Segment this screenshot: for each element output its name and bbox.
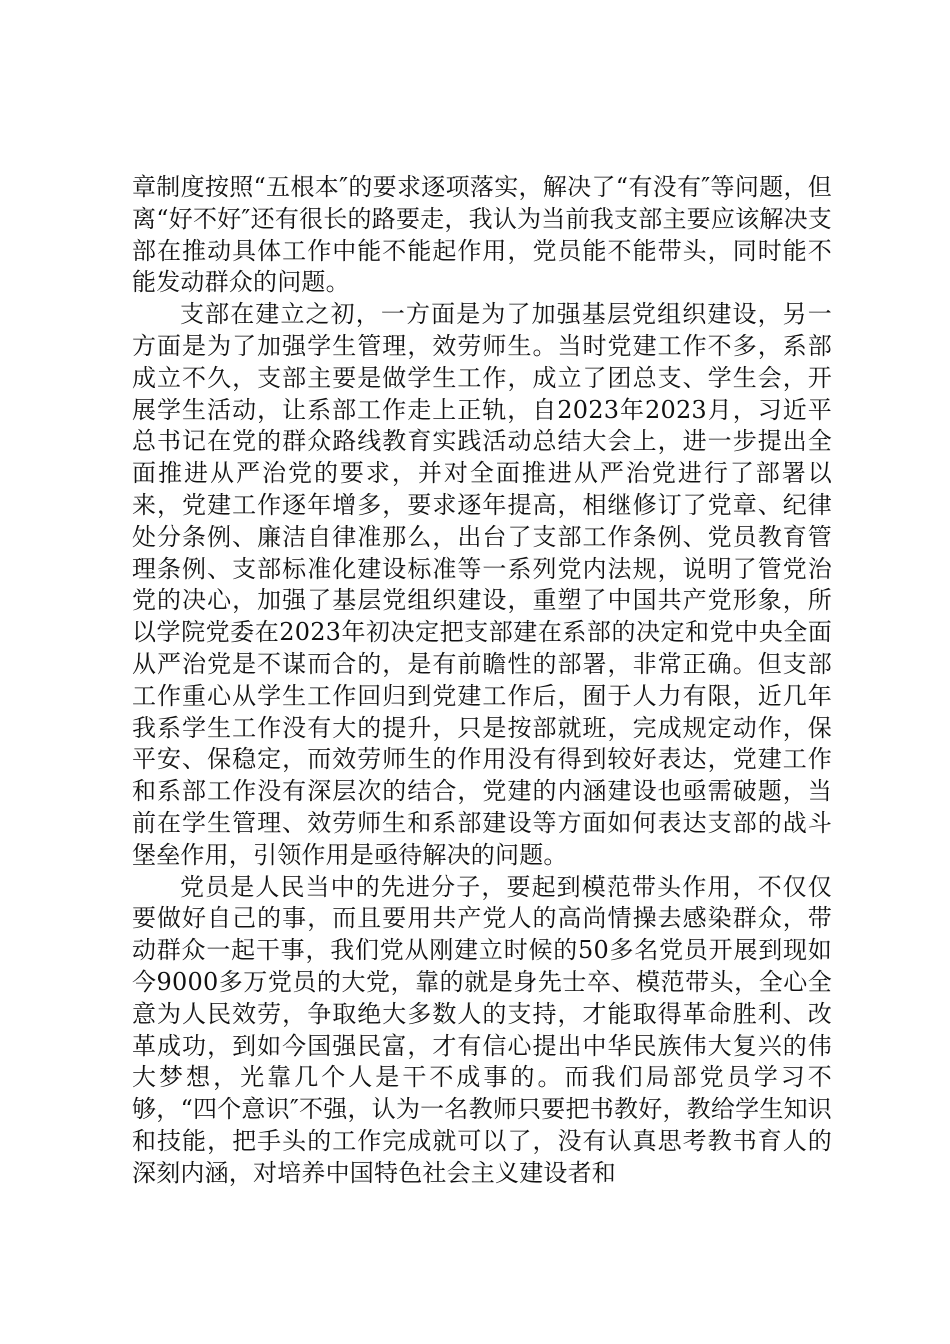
document-body	[132, 172, 832, 1190]
paragraph-3: 党员是人民当中的先进分子，要起到模范带头作用，不仅仅要做好自己的事，而且要用共产党人的高尚情操去感染群众，带动群众一起干事，我们党从刚建立时候的50多名党员开展到现如今9000多万党员的大党，靠的就是身先士卒、模范带头，全心全意为人民效劳，争取绝大多数人的支持，才能取得革命胜利、改革成功，到如今国强民富，才有信心提出中华民族伟大复兴的伟大梦想，光靠几个人是干不成事的。而我们局部党员学习不够，“四个意识″不强，认为一名教师只要把书教好，教给学生知识和技能，把手头的工作完成就可以了，没有认真思考教书育人的深刻内涵，对培养中国特色社会主义建设者和	[132, 872, 832, 1187]
paragraph-1: 章制度按照“五根本″的要求逐项落实，解决了“有没有″等问题，但离“好不好″还有很长的路要走，我认为当前我支部主要应该解决支部在推动具体工作中能不能起作用，党员能不能带头，同时能不能发动群众的问题。	[132, 173, 832, 297]
paragraph-2: 支部在建立之初，一方面是为了加强基层党组织建设，另一方面是为了加强学生管理，效劳师生。当时党建工作不多，系部成立不久，支部主要是做学生工作，成立了团总支、学生会，开展学生活动，让系部工作走上正轨，自2023年2023月，习近平总书记在党的群众路线教育实践活动总结大会上，进一步提出全面推进从严治党的要求，并对全面推进从严治党进行了部署以来，党建工作逐年增多，要求逐年提高，相继修订了党章、纪律处分条例、廉洁自律准那么，出台了支部工作条例、党员教育管理条例、支部标准化建设标准等一系列党内法规，说明了管党治党的决心，加强了基层党组织建设，重塑了中国共产党形象，所以学院党委在2023年初决定把支部建在系部的决定和党中央全面从严治党是不谋而合的，是有前瞻性的部署，非常正确。但支部工作重心从学生工作回归到党建工作后，囿于人力有限，近几年我系学生工作没有大的提升，只是按部就班，完成规定动作，保平安、保稳定，而效劳师生的作用没有得到较好表达，党建工作和系部工作没有深层次的结合，党建的内涵建设也亟需破题，当前在学生管理、效劳师生和系部建设等方面如何表达支部的战斗堡垒作用，引领作用是亟待解决的问题。	[132, 300, 832, 869]
